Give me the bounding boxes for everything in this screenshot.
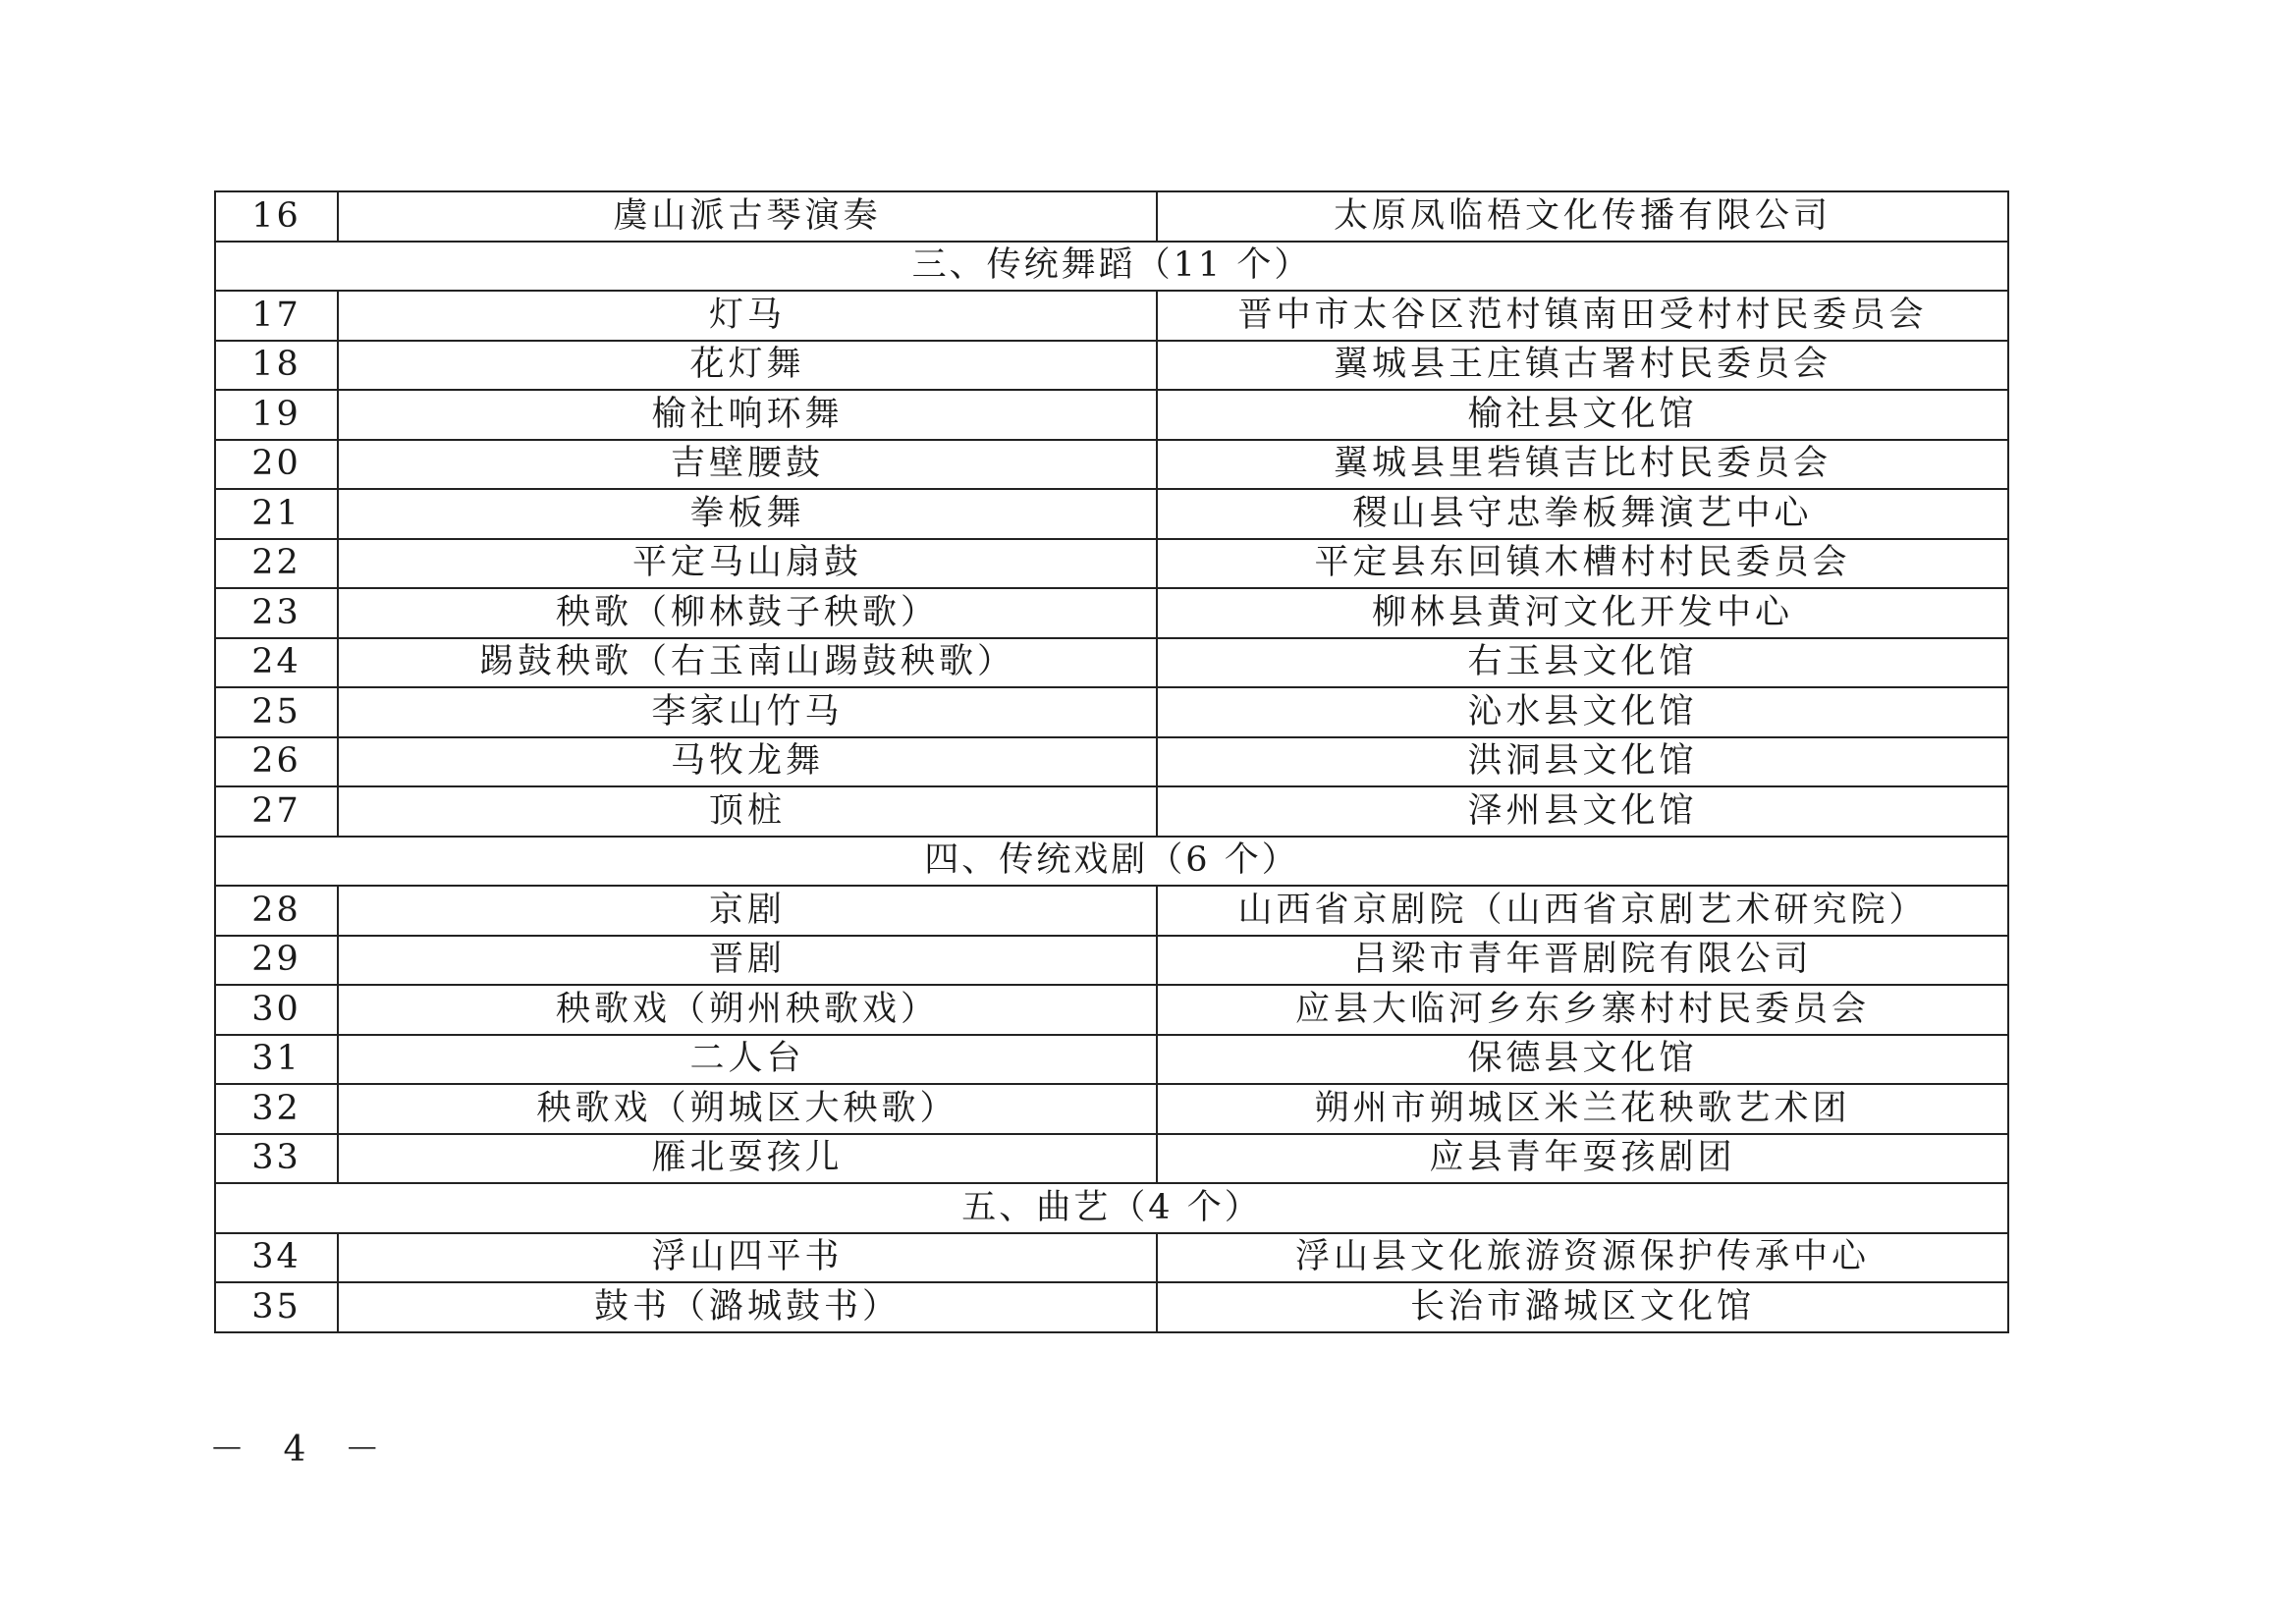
- table-row: [215, 687, 2008, 737]
- project-name-cell: 吉壁腰鼓: [338, 440, 1157, 490]
- project-name-cell: 顶桩: [338, 786, 1157, 837]
- heritage-list-table: [214, 190, 2009, 1333]
- table-row: [215, 341, 2008, 391]
- table-row: [215, 588, 2008, 638]
- section-header-row: [215, 1183, 2008, 1233]
- row-number-cell: 18: [215, 341, 338, 391]
- project-name-cell: 二人台: [338, 1035, 1157, 1085]
- project-name-cell: 灯马: [338, 291, 1157, 341]
- row-number-cell: 24: [215, 638, 338, 688]
- protection-unit-cell: 山西省京剧院（山西省京剧艺术研究院）: [1157, 886, 2008, 936]
- project-name-cell: 雁北耍孩儿: [338, 1134, 1157, 1184]
- protection-unit-cell: 翼城县里砦镇吉比村民委员会: [1157, 440, 2008, 490]
- project-name-cell: 京剧: [338, 886, 1157, 936]
- section-header-row: [215, 242, 2008, 292]
- row-number-cell: 31: [215, 1035, 338, 1085]
- protection-unit-cell: 榆社县文化馆: [1157, 390, 2008, 440]
- project-name-cell: 秧歌（柳林鼓子秧歌）: [338, 588, 1157, 638]
- table-row: [215, 489, 2008, 539]
- protection-unit-cell: 晋中市太谷区范村镇南田受村村民委员会: [1157, 291, 2008, 341]
- protection-unit-cell: 沁水县文化馆: [1157, 687, 2008, 737]
- table-row: [215, 886, 2008, 936]
- project-name-cell: 榆社响环舞: [338, 390, 1157, 440]
- row-number-cell: 25: [215, 687, 338, 737]
- row-number-cell: 35: [215, 1282, 338, 1332]
- table-row: [215, 786, 2008, 837]
- table-row: [215, 440, 2008, 490]
- page-number: － 4 －: [209, 1430, 394, 1470]
- row-number-cell: 26: [215, 737, 338, 787]
- row-number-cell: 20: [215, 440, 338, 490]
- table-row: [215, 638, 2008, 688]
- protection-unit-cell: 泽州县文化馆: [1157, 786, 2008, 837]
- project-name-cell: 秧歌戏（朔城区大秧歌）: [338, 1084, 1157, 1134]
- protection-unit-cell: 朔州市朔城区米兰花秧歌艺术团: [1157, 1084, 2008, 1134]
- row-number-cell: 30: [215, 985, 338, 1035]
- project-name-cell: 浮山四平书: [338, 1233, 1157, 1283]
- table-row: [215, 985, 2008, 1035]
- protection-unit-cell: 右玉县文化馆: [1157, 638, 2008, 688]
- project-name-cell: 花灯舞: [338, 341, 1157, 391]
- project-name-cell: 拳板舞: [338, 489, 1157, 539]
- table-row: [215, 737, 2008, 787]
- protection-unit-cell: 浮山县文化旅游资源保护传承中心: [1157, 1233, 2008, 1283]
- section-title: 五、曲艺（4 个）: [215, 1183, 2008, 1233]
- row-number-cell: 17: [215, 291, 338, 341]
- table-row: [215, 1134, 2008, 1184]
- protection-unit-cell: 长治市潞城区文化馆: [1157, 1282, 2008, 1332]
- table-row: [215, 539, 2008, 589]
- protection-unit-cell: 太原凤临梧文化传播有限公司: [1157, 191, 2008, 242]
- row-number-cell: 16: [215, 191, 338, 242]
- protection-unit-cell: 稷山县守忠拳板舞演艺中心: [1157, 489, 2008, 539]
- protection-unit-cell: 洪洞县文化馆: [1157, 737, 2008, 787]
- project-name-cell: 鼓书（潞城鼓书）: [338, 1282, 1157, 1332]
- project-name-cell: 平定马山扇鼓: [338, 539, 1157, 589]
- row-number-cell: 27: [215, 786, 338, 837]
- table-row: [215, 1233, 2008, 1283]
- protection-unit-cell: 应县大临河乡东乡寨村村民委员会: [1157, 985, 2008, 1035]
- protection-unit-cell: 保德县文化馆: [1157, 1035, 2008, 1085]
- project-name-cell: 秧歌戏（朔州秧歌戏）: [338, 985, 1157, 1035]
- row-number-cell: 19: [215, 390, 338, 440]
- protection-unit-cell: 平定县东回镇木槽村村民委员会: [1157, 539, 2008, 589]
- project-name-cell: 李家山竹马: [338, 687, 1157, 737]
- section-header-row: [215, 837, 2008, 887]
- row-number-cell: 33: [215, 1134, 338, 1184]
- protection-unit-cell: 柳林县黄河文化开发中心: [1157, 588, 2008, 638]
- protection-unit-cell: 应县青年耍孩剧团: [1157, 1134, 2008, 1184]
- protection-unit-cell: 吕梁市青年晋剧院有限公司: [1157, 936, 2008, 986]
- row-number-cell: 28: [215, 886, 338, 936]
- row-number-cell: 21: [215, 489, 338, 539]
- project-name-cell: 虞山派古琴演奏: [338, 191, 1157, 242]
- row-number-cell: 23: [215, 588, 338, 638]
- project-name-cell: 踢鼓秧歌（右玉南山踢鼓秧歌）: [338, 638, 1157, 688]
- row-number-cell: 29: [215, 936, 338, 986]
- protection-unit-cell: 翼城县王庄镇古署村民委员会: [1157, 341, 2008, 391]
- section-title: 三、传统舞蹈（11 个）: [215, 242, 2008, 292]
- table-row: [215, 191, 2008, 242]
- table-row: [215, 1282, 2008, 1332]
- table-row: [215, 390, 2008, 440]
- section-title: 四、传统戏剧（6 个）: [215, 837, 2008, 887]
- row-number-cell: 32: [215, 1084, 338, 1134]
- table-row: [215, 1084, 2008, 1134]
- row-number-cell: 34: [215, 1233, 338, 1283]
- table-row: [215, 936, 2008, 986]
- table-row: [215, 1035, 2008, 1085]
- row-number-cell: 22: [215, 539, 338, 589]
- project-name-cell: 晋剧: [338, 936, 1157, 986]
- project-name-cell: 马牧龙舞: [338, 737, 1157, 787]
- table-body: [215, 191, 2008, 1332]
- table-row: [215, 291, 2008, 341]
